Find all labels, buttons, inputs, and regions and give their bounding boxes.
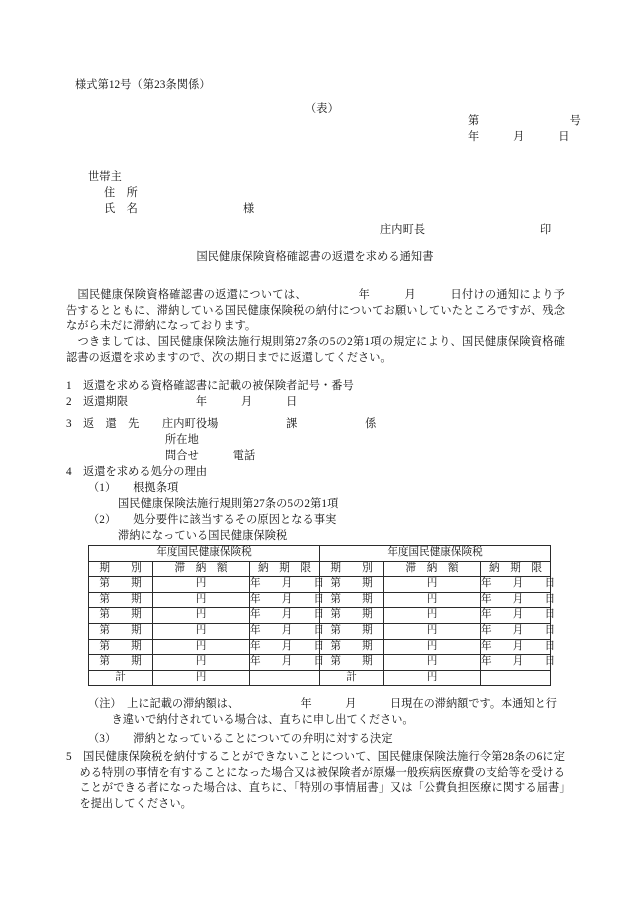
list-item-1: 1 返還を求める資格確認書に記載の被保険者記号・番号 — [66, 380, 354, 392]
cell-term: 第 期 — [89, 577, 153, 593]
body-paragraph-1-text: 国民健康保険資格確認書の返還については、 年 月 日付けの通知により予告するとともに、滞納している国民健康保険税の納付についてお願いしていたところですが、残念ながら未だに滞納になっております。 — [66, 289, 565, 333]
cell-amount: 円 — [153, 655, 250, 671]
table-head — [89, 546, 551, 577]
total-blank-left — [250, 670, 320, 686]
cell-due-date: 年 月 日 — [250, 655, 320, 671]
table-row — [89, 655, 551, 671]
list-item-3-location: 所在地 — [165, 434, 199, 446]
cell-amount: 円 — [153, 608, 250, 624]
cell-term: 第 期 — [320, 608, 384, 624]
list-item-5-text: 5 国民健康保険税を納付することができないことについて、国民健康保険法施行令第28条の6に定める特別の事情を有することになった場合又は被保険者が原爆一般疾病医療費の支給等を受けることができる者になった場合は、直ちに、「特別の事情届書」又は「公費負担医療に関する届書」を提出してください。 — [66, 751, 565, 810]
column-header-term-left: 期 別 — [89, 561, 153, 577]
cell-amount: 円 — [153, 592, 250, 608]
cell-due-date: 年 月 日 — [250, 608, 320, 624]
cell-amount: 円 — [384, 592, 481, 608]
column-header-amount-left: 滞 納 額 — [153, 561, 250, 577]
cell-due-date: 年 月 日 — [481, 608, 551, 624]
cell-term: 第 期 — [320, 592, 384, 608]
cell-amount: 円 — [384, 639, 481, 655]
list-item-3: 3 返 還 先 庄内町役場 課 係 — [66, 418, 377, 430]
cell-due-date: 年 月 日 — [250, 623, 320, 639]
body-paragraph-1 — [66, 288, 565, 335]
total-label-left: 計 — [89, 670, 153, 686]
page-title: 国民健康保険資格確認書の返還を求める通知書 — [196, 251, 434, 263]
cell-term: 第 期 — [320, 623, 384, 639]
list-item-4: 4 返還を求める処分の理由 — [66, 466, 208, 478]
list-item-4-sub-2-text: 滞納になっている国民健康保険税 — [118, 530, 288, 542]
body-paragraph-2 — [66, 335, 565, 366]
address-label: 住 所 — [104, 187, 138, 199]
table-row — [89, 639, 551, 655]
list-item-3-contact: 問合せ 電話 — [165, 450, 256, 462]
cell-term: 第 期 — [89, 639, 153, 655]
delinquent-tax-table — [88, 545, 556, 686]
cell-due-date: 年 月 日 — [481, 592, 551, 608]
name-honorific: 様 — [243, 203, 255, 215]
cell-due-date: 年 月 日 — [481, 577, 551, 593]
table-group-header-left: 年度国民健康保険税 — [89, 546, 320, 562]
cell-term: 第 期 — [320, 639, 384, 655]
table-footnote-line-2: き違いで納付されている場合は、直ちに申し出てください。 — [111, 713, 414, 726]
table-total-row — [89, 670, 551, 686]
sheet-mark: （表） — [305, 103, 339, 115]
column-header-due-right: 納 期 限 — [481, 561, 551, 577]
table-footnote-line-1: （注） 上に記載の滞納額は、 年 月 日現在の滞納額です。本通知と行 — [88, 698, 557, 710]
cell-term: 第 期 — [320, 577, 384, 593]
cell-amount: 円 — [384, 623, 481, 639]
total-amount-right: 円 — [384, 670, 481, 686]
table-row — [89, 577, 551, 593]
table-group-header-row — [89, 546, 551, 562]
table-group-header-right: 年度国民健康保険税 — [320, 546, 551, 562]
list-item-4-sub-2: （2） 処分要件に該当するその原因となる事実 — [88, 514, 337, 526]
table-row — [89, 623, 551, 639]
column-header-term-right: 期 別 — [320, 561, 384, 577]
total-label-right: 計 — [320, 670, 384, 686]
table-body — [89, 577, 556, 686]
cell-due-date: 年 月 日 — [250, 577, 320, 593]
householder-label: 世帯主 — [88, 171, 122, 183]
cell-term: 第 期 — [89, 655, 153, 671]
cell-amount: 円 — [384, 577, 481, 593]
cell-term: 第 期 — [89, 608, 153, 624]
cell-amount: 円 — [384, 608, 481, 624]
issuer-name: 庄内町長 — [380, 224, 426, 236]
list-item-4-sub-3: （3） 滞納となっていることについての弁明に対する決定 — [88, 733, 393, 745]
list-item-5 — [66, 750, 565, 812]
cell-amount: 円 — [153, 639, 250, 655]
cell-due-date: 年 月 日 — [250, 592, 320, 608]
document-date-field: 年 月 日 — [468, 131, 570, 143]
cell-due-date: 年 月 日 — [481, 639, 551, 655]
cell-term: 第 期 — [320, 655, 384, 671]
table-column-header-row — [89, 561, 551, 577]
total-blank-right — [481, 670, 551, 686]
cell-due-date: 年 月 日 — [481, 623, 551, 639]
list-item-2: 2 返還期限 年 月 日 — [66, 396, 298, 408]
cell-term: 第 期 — [89, 623, 153, 639]
body-paragraph-2-text: つきましては、国民健康保険法施行規則第27条の5の2第1項の規定により、国民健康保険資格確認書の返還を求めますので、次の期日までに返還してください。 — [66, 336, 565, 364]
name-label: 氏 名 — [104, 203, 138, 215]
document-number-field: 第 号 — [468, 115, 581, 127]
list-item-4-sub-1: （1） 根拠条項 — [88, 482, 179, 494]
table-row — [89, 608, 551, 624]
cell-amount: 円 — [153, 577, 250, 593]
total-amount-left: 円 — [153, 670, 250, 686]
cell-term: 第 期 — [89, 592, 153, 608]
seal-icon: 印 — [540, 224, 552, 236]
cell-amount: 円 — [384, 655, 481, 671]
table-row — [89, 592, 551, 608]
form-number: 様式第12号（第23条関係） — [75, 79, 211, 91]
cell-due-date: 年 月 日 — [481, 655, 551, 671]
cell-amount: 円 — [153, 623, 250, 639]
column-header-due-left: 納 期 限 — [250, 561, 320, 577]
table-footnote — [88, 697, 565, 728]
cell-due-date: 年 月 日 — [250, 639, 320, 655]
list-item-4-sub-1-text: 国民健康保険法施行規則第27条の5の2第1項 — [118, 498, 339, 510]
column-header-amount-right: 滞 納 額 — [384, 561, 481, 577]
